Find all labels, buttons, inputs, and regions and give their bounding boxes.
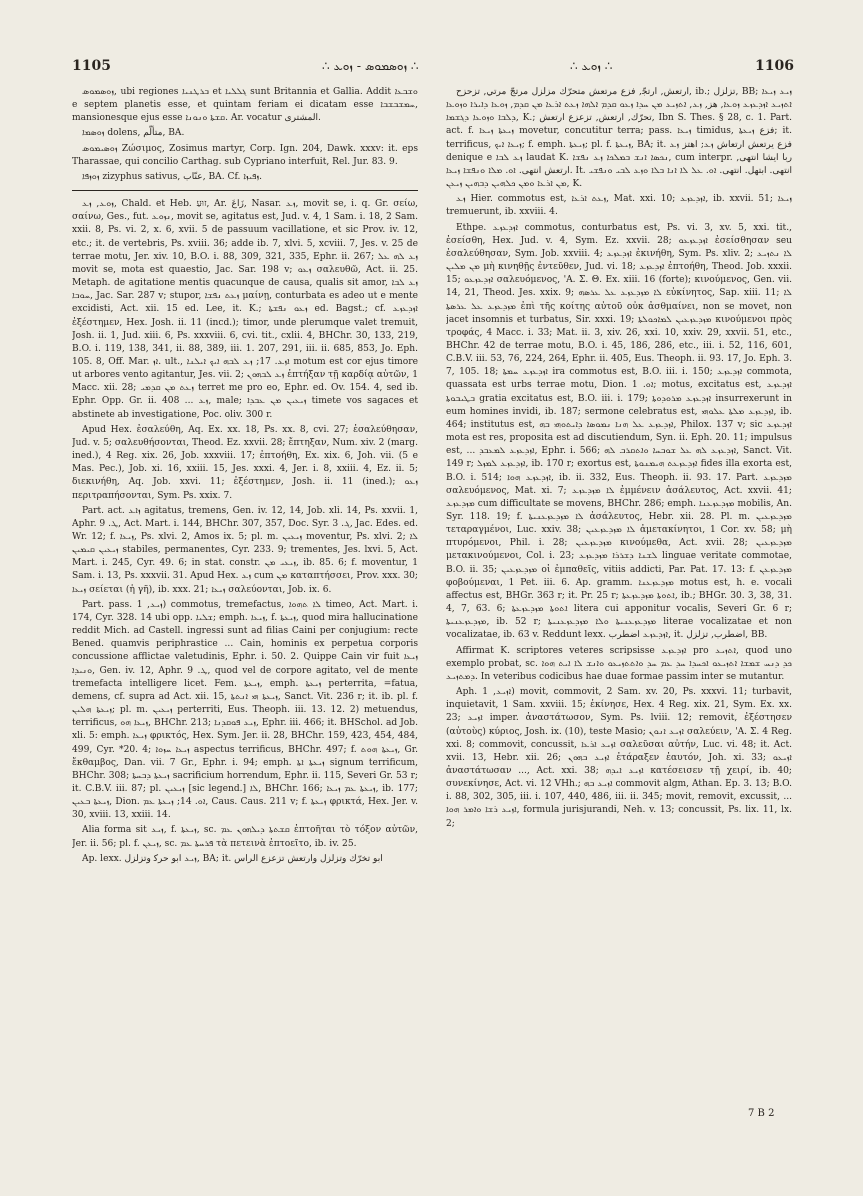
left-running-head: ∴ ܙܘܣܡܘܣ - ܙܘܥ ∴ [322,59,419,73]
page-header [72,58,794,78]
dictionary-entry-paragraph: ﺍﺭﺗﻌﺶ, ﺍﺭﺗﺠّ, ﻓﺰﻉ ﻣﺮﺗﻌﺶ ﻣﺘﺤﺮّﻙ ﻣﺰﻟﺰﻝ ﻣﺮﺗﺞّ ﻣﺮﺗﻲ, ﺗﺰﺣﺰﺡ, ib.; ﺗﺰﻟﺰﻝ, BB; ܙܝܥ ܙܝܥܐ ܐܬܙܝܥ ܐܙܕܥܙܥ ܙܘܥܐ, ﻫﺰ, ܙܥ, ܐܬܙܝܥ ܡܢ ܚܕܐ ܙܥܘ ܩܕܡ ܐܠܗܐ ܙܥܬ ܐܪܥܐ ܡܢ ܩܕܡ, ܙܘܥܐ ܕܐܝܪܐ ܘܙܘܥܐ ܕܠܒܐ ܘܙܘܥܐ ܕܓܫܡܐ, K.; ﺗﺤﺮّﻙ, ﺍﺭﺗﻌﺶ, ﺗﺰﻋﺰﻉ ﺍﺭﺗﻌﺶ, Ibn S. Thes. § 28, c. 1. Part. act. f. ܙܝܥܬܐ ܙܝܥܐ movetur, concutitur terra; pass. ܙܝܥܐ timidus, ﻓﺰﻉ ܙܝܥܬܐ; it. terrificus, ܙܝܥܐ ܐܝܟ; f. emph. ܙܝܥܬܐ; pl. f. ܙܝܥܬܐ, BA; it. ﻓﺰﻉ ﻳﺮﺗﻌﺶ ﺍﺭﺗﻌﺎﺵ ܙܥ; ﺍﻫﺘﺰ ܙܥ denique e ܙܥ ܠܒܐ laudat K. ܢܟܣܐ ܐܢܫ ܒܡܠܟܐ ܙܥ ܢܦܫܐ, cum interpr. ﺭﺑﺎ ﺍﻳﺸﺎ ﺍﻧﺘﻬﻰ, ﺍﺭﺗﻌﺶ ﺍﻧﺘﻬﻰ. ܐܘ. ܡܠܐ ܘܢܦܫܐ ܙܝܥܐ. It. ﺍﻧﺘﻬﻰ. ﺍﺑﺘﻬﻞ. ﺍﻧﺘﻬﻰ. ܐܘ. ܥܠ ܠܐ ܐܢܐ ܒܠܐ ܘܙܥ ܠܒܝ ܘܢܦܫܝ ܡܢ ܐܪܥܐ ܘܡܢ ܟܠܗܝܢ ܕܒܗܝܢ ܙܝܥܢ, K. [446,87,792,190]
dictionary-entry-paragraph: ܙܘܣܡܐ dolens, ﻣﺘﺄﻟّﻢ, BA. [82,128,185,139]
signature-mark: 7 B 2 [748,1108,775,1119]
dictionary-entry-paragraph: Ap. lexx. ܙܝܥ ﺍﺑﻮ ﺣﺮﻛ ﻭﺗﺰﻟﺰﻝ, BA; it. ﺍﺑﻮ ﺗﺨﺮّﻙ ﻭﺗﺰﻟﺰﻝ ﻭﺍﺭﺗﻌﺶ ﺗﺰﻋﺰﻉ ﺍﻟﺮﺍﺱ [82,853,383,864]
left-column [72,86,418,1166]
dictionary-entry-paragraph: Affirmat K. scriptores veteres scripsisse ܐܙܕܥܙܥ pro ܐܬܙܝܥ, quod uno exemplo probat, sc. ܟܕ ܕܢܚ ܫܡܫܐ ܐܬܙܝܥܘ ܐܟܚܕܐ ܚܕ ܥܡ ܚܕ ܘܐܬܬܙܝܥܘ ܘܐܢܫ ܠܐ ܐܝܬ ܗܘܐ ܕܡܬܙܝܥ. In veteribus codicibus hae duae formae passim inter se mutantur. [446,645,792,682]
right-running-head: ∴ ܙܘܥ ∴ [570,59,613,73]
right-page-number: 1106 [755,58,794,74]
dictionary-entry-paragraph: ܙܘܙܦܐ zizyphus sativus, ﻋﻨّﺎﺏ, BA. Cf. ܙܦܝܙܐ. [82,171,263,182]
dictionary-entry-paragraph: ܙܥ Hier. commotus est, ܙܥܬ ܐܪܥܐ, Mat. xxi. 10; ܐܙܕܥܙܥ, ib. xxvii. 51; ܙܝܥܐ tremuerunt, ib. xxviii. 4. [446,194,792,218]
dictionary-entry-paragraph: Part. act. ܙܐܥ agitatus, tremens, Gen. iv. 12, 14, Job. xli. 14, Ps. xxvii. 1, Aphr. ܛ. 9, Act. Mart. i. 144, BHChr. 307, 357, Doc. Syr. ܓ. 3, Jac. Edes. ed. Wr. 12; f. ܙܝܥܐ, Ps. xlvi. 2, Amos ix. 5; pl. m. ܙܝܥܝܢ moventur, Ps. xlvi. 2; ܠܐ ܙܝܥܝܢ ܩܝܡܝܢ stabiles, permanentes, Cyr. 233. 9; trementes, Jes. lxvi. 5, Act. Mart. i. 245, Cyr. 49. 6; in stat. constr. ܙܝܥܝ ܡܢ, ib. 85. 6; f. moventur, 1 Sam. i. 13, Ps. xxxvii. 31. Apud Hex. ܙܥ cum ܡܢ καταπτήσσει, Prov. xxx. 30; ܙܝܥܐ σείεται (ἡ γῆ), ib. xxx. 21; ܙܝܥܐ σαλεύονται, Job. ix. 6. [72,505,418,595]
dictionary-entry-paragraph: Alia forma sit ܙܝܥ, f. ܙܝܥܬܐ, sc. ܩܫܬܬܐ ܕܝܠܗܘܢ ܥܡ ἐπτοῆται τὸ τόξον αὐτῶν, Jer. ii. 56; pl. f. ܙܝܥܢ, sc. ܦܪܚܬܐ ܥܡ τὰ πετεινὰ ἐπτοεῖτο, ib. iv. 25. [72,825,418,849]
right-column [446,86,792,1166]
dictionary-entry-paragraph: Apud Hex. ἐσαλεύθη, Aq. Ex. xx. 18, Ps. xx. 8, cvi. 27; ἐσαλεύθησαν, Jud. v. 5; σαλευθήσονται, Theod. Ez. xxvii. 28; ἔπτηξαν, Num. xiv. 2 (marg. ined.), 4 Reg. xix. 26, Job. xxxviii. 17; ἐπτοήθη, Ex. xix. 6, Joh. vii. (5 e Mas. Pec.), Job. xi. 16, xxiii. 15, Jes. xxxi. 4, Jer. i. 8, xxiii. 4, Ez. ii. 5; διεκινήθη, Aq. Job. xxvi. 11; ἐξέστημεν, Josh. ii. 11 (ined.); ܙܥܘ περιτραπήσονται, Sym. Ps. xxix. 7. [72,424,418,501]
dictionary-entry-paragraph: Aph. ܐܙܝܥ, 1) movit, commovit, 2 Sam. xv. 20, Ps. xxxvi. 11; turbavit, inquietavit, 1 Sam. xxviii. 15; ἐκίνησε, Hex. 4 Reg. xix. 21, Sym. Ex. xx. 23; ܐܙܝܥ imper. ἀναστάτωσον, Sym. Ps. lviii. 12; removit, ἐξέστησεν (αὐτοὺς) κύριος, Josh. ix. (10), teste Masio; ܐܙܝܥ ܐܢܘܢ σαλεύειν, 'A. Σ. 4 Reg. xxi. 8; commovit, concussit, ܐܙܝܥ ܐܪܥܐ σαλεῦσαι αὐτήν, Luc. vi. 48; it. Act. xvii. 13, Hebr. xii. 26; ܐܙܝܥ ܒܗܘܢ ἐτάραξεν ἑαυτόν, Joh. xi. 33; ܐܙܝܥܘ ἀναστάτωσαν ..., Act. xxi. 38; ܐܙܝܥ ܐܝܕܗ κατέσεισεν τῇ χειρί, ib. 40; συνεκίνησε, Act. vi. 12 VHh.; ܐܙܝܥ ܒܗ commovit algm, Athan. Ep. 3. 13; B.O. i. 88, 302, 305, iii. i. 107, 440, 486, iii. ii. 345; movit, removit, excussit, ... ܐܙܝܥ ܪܫܐ ܘܐܡܪ ܗܘܐ, formula jurisjurandi, Neh. v. 13; concussit, Ps. lix. 11, lx. 2; [446,687,792,829]
section-divider [72,190,418,191]
dictionary-entry-paragraph: ܙܘܣܡܘܣ, ubi regiones ܒܪܛܢܝܐ et ܓܠܠܝܐ sunt Britannia et Gallia. Addit ܘܫܒܥܐ e septem planetis esse, et quintam feriam ei dicatam esse ܚܡܫܒܫܒܐ, mansionesque ejus esse ܩܫܬܐ ܘܢܘܢܐ. Ar. vocatur ﺍﻟﻤﺸﺘﺮﻯ. [72,87,418,124]
dictionary-entry-paragraph: ܙܘܣܝܡܘܣ Ζώσιμος, Zosimus martyr, Corp. Ign. 204, Dawk. xxxv: it. eps Tharassae, qui concilio Carthag. sub Cypriano interfuit, Rel. Jur. 83. 9. [72,143,418,167]
left-page-number: 1105 [72,58,111,74]
dictionary-entry-paragraph: ܙܘܥ, ܙܥ, Chald. et Heb. זוּעַ, Ar. زَاعَ, Nasar. ܙܥ, movit se, i. q. Gr. σείω, σαίνω, Ges., fut. ܢܙܘܥ, movit se, agitatus est, Jud. v. 4, 1 Sam. i. 18, 2 Sam. xxii. 8, Ps. vi. 2, x. 6, xvii. 5 de passuum vacillatione, et sic Prov. iv. 12, etc.; it. de vertebris, Ps. xviii. 36; adde ib. 7, xlvi. 5, xcviii. 7, Jes. v. 25 de terrae motu, Jer. xiv. 10, B.O. i. 88, 309, 321, 335, Ephr. ii. 267; ܙܥ ܠܗ ܥܠ movit se, mota est quaestio, Jac. Sar. 198 v; ܙܥܘ σαλευθῶ, Act. ii. 25. Metaph. de agitatione mentis quacunque de causa, qualis sit amor, ܙܥ ܠܒܐ ܚܘܒܐ, Jac. Sar. 287 v; stupor, ܙܥܬ ܢܦܫܐ μαίνῃ, conturbata es adeo ut e mente excidisti, Act. xii. 15 ed. Lee, it. K.; ܙܥܘ ܢܦܫܬܐ ed. Bagst.; cf. ܐܙܕܥܙܥ ἐξέστημεν, Hex. Josh. ii. 11 (incd.); timor, unde plerumque valet tremuit, Josh. ii. 1, Jud. xiii. 6, Ps. xxxviii. 6, cvi. tit., cxlii. 4, BHChr. 30, 133, 219, B.O. i. 119, 138, 341, ii. 88, 389, iii. 1. 207, 291, iii. ii. 685, 853, Jo. Eph. 105. 8, Off. Mar. ܐܙ. ult., ܐܙܥ. 17; ܙܥ ܠܒܗ ܐܝܟ ܐܝܠܢܐ motum est cor ejus timore ut arbores vento agitantur, Jes. vii. 2; ܙܥ ܠܒܗܘܢ ἐπτήξαν τῇ καρδίᾳ αὐτῶν, 1 Macc. xii. 28; ܙܥܬ ܡܢ ܩܕܡܝ terret me pro eo, Ephr. ed. Ov. 154. 4, sed ib. Ephr. Opp. Gr. ii. 408 ... ܙܥ, male; ܙܝܥܝܢ ܡܢ ܥܒܕܐ timete vos sagaces et abstinete ab investigatione, Poc. oliv. 300 r. [72,199,418,420]
dictionary-entry-paragraph: Part. pass. ܙܝܥ, 1) commotus, tremefactus, ܠܐ ܬܗܘܐ timeo, Act. Mart. i. 174, Cyr. 328. 14 ubi opp. ܫܠܝܐ; emph. ܙܝܥܐ, f. ܙܝܥܬܐ, quod mira hallucinatione reddit Mich. ad Castell. ingressi sunt ad filias Caini per conjugium: recte Bened. quamvis periphrastice ... Cain, hominis ex perpetua corporis concussione afflictae valetudinis, Ephr. i. 50. 2. Quippe Cain vir fuit ܙܝܥܐ ܘܢܝܕܐ, Gen. iv. 12, Aphr. ܛ. 9, quod vel de corpore agitato, vel de mente tremefacta intelligere licet. Fem. ܙܝܥܬܐ, emph. ܙܝܥܬܐ perterrita, =fatua, demens, cf. supra ad Act. xii. 15, ܙܝܥܬܐ ܗܝ ܐܢܬܬܐ, Sanct. Vit. 236 r; it. ib. pl. f. ܙܝܥܬܐ ܗܠܝܢ; pl. m. ܙܝܥܝܢ perterriti, Eus. Theoph. iii. 13. 12. 2) metuendus, terrificus, ܙܝܥܐ ܗܘ, BHChr. 213; ܙܝܥ ܦܘܩܕܢܐ, Ephr. iii. 466; it. BHSchol. ad Job. xli. 5: emph. ܙܝܥܐ φρικτός, Hex. Sym. Jer. ii. 28, BHChr. 159, 423, 454, 484, 499, Cyr. *20. 4; ܙܝܥܐ ܚܙܘܐ aspectus terrificus, BHChr. 497; f. ܙܝܥܬܐ ܗܘܬ, Gr. ἔκθαμβος, Dan. vii. 7 Gr., Ephr. i. 94; emph. ܙܝܥܬܐ ܐܬܐ signum terrificum, BHChr. 308; ܙܝܥܬܐ ܕܒܚܬܐ sacrificium horrendum, Ephr. ii. 115, Severi Gr. 53 r; it. C.B.V. iii. 87; pl. ܙܝܥܝܢ [sic legend.] ܠܐ, BHChr. 166; ܙܝܥܬܐ ܥܡ ܙܝܥܐ, ib. 177; ܙܝܥܬܐ ܒܥܝܢ, Dion. ܐܘ. 14; ܙܝܥܬܐ ܥܡ, Caus. Caus. 211 v; f. ܙܝܥܬܐ φρικτά, Hex. Jer. v. 30, xviii. 13, xxiii. 14. [72,599,418,821]
dictionary-entry-paragraph: Ethpe. ܐܙܕܥܙܥ commotus, conturbatus est, Ps. vi. 3, xv. 5, xxi. tit., ἐσείσθη, Hex. Jud. v. 4, Sym. Ez. xxvii. 28; ܐܙܕܥܙܥܘ ἐσείσθησαν seu ἐσαλεύθησαν, Sym. Job. xxviii. 4; ܐܙܕܥܙܥ ἐκινήθη, Sym. Ps. xliv. 2; ܠܐ ܢܬܙܝܥ ܡܢ ܡܠܝܢ μὴ κινηθῇς ἐντεῦθεν, Jud. vi. 18; ܐܙܕܥܙܥ ἐπτοήθη, Theod. Job. xxxii. 15; ܐܙܕܥܙܥܘ σαλευόμενος, 'A. Σ. Θ. Ex. xiii. 16 (forte); κινούμενος, Gen. vii. 14, 21, Theod. Jes. xxix. 9; ܠܐ ܡܙܕܥܙܥ ܥܠ ܥܪܣܗ εὐκίνητος, Sap. xiii. 11; ܠܐ ܡܙܕܥܙܥ ܥܠ ܥܪܣܬܐ ἐπὶ τῆς κοίτης αὐτοῦ οὐκ ἀσθμαίνει, non se movet, non jacet insomnis et turbatus, Sir. xxxi. 19; ܡܙܕܥܙܥܝܢ ܠܡܐܟܘܠܬܐ κινούμενοι πρὸς τροφάς, 4 Macc. i. 33; Mat. ii. 3, xiv. 26, xxi. 10, xxiv. 29, xxvii. 51, etc., BHChr. 42 de terrae motu, B.O. i. 45, 186, 286, etc., iii. i. 52, 116, 601, C.B.V. iii. 53, 76, 224, 264, Ephr. ii. 405, Eus. Theoph. ii. 93. 17, Jo. Eph. 3. 7, 105. 18; ܐܙܕܥܙܥ ܚܡܬܐ ira commotus est, B.O. iii. i. 150; ܐܙܕܥܙܥ commota, quassata est urbs terrae motu, Dion. ܐܘ. 1; motus, excitatus est, ܐܙܕܥܙܥ ܒܛܝܒܘܬܐ gratia excitatus est, B.O. iii. i. 179; ܐܙܕܥܙܥ ܡܪܘܕܘܬܐ insurrexerunt in eum homines invidi, ib. 187; sermone celebratus est, ܐܙܕܥܙܥ ܡܠܬܐ ܥܠܘܗܝ, ib. 464; institutus est, ܐܙܕܥܙܥ ܥܠ ܗܢܐ ܢܡܘܣܐ ܕܐܝܬܘܗܝ ܒܗ, Philox. 137 v; sic ܐܙܕܥܙܥ mota est res, proposita est ad discutiendum, Syn. ii. Eph. 20. 11; impulsus est, ... ܐܙܕܥܙܥ ܠܡܥܒܕ, Ephr. i. 566; ܐܙܕܥܙܥ ܠܗ ܥܠ ܫܘܒܚܐ ܘܐܬܩܪܒ ܠܗ, Sanct. Vit. 149 r; ܐܙܕܥܙܥ ܠܡܙܠ, ib. 170 r; exortus est, ܐܙܕܥܙܥܬ ܗܝܡܢܘܬܐ fides illa exorta est, B.O. i. 514; ܐܙܕܥܙܥ ܗܘܐ, ib. ii. 332, Eus. Theoph. ii. 93. 17. Part. ܡܙܕܥܙܥ σαλευόμενος, Mat. xi. 7; ܠܐ ܡܙܕܥܙܥ ἐμμένειν ἀσάλευτος, Act. xxvii. 41; ܡܙܕܥܙܥ cum difficultate se movens, BHChr. 286; emph. ܡܙܕܥܙܥܢܐ mobilis, An. Syr. 118. 19; f. ܠܐ ܡܙܕܥܙܥܢܝܬܐ ἀσάλευτος, Hebr. xii. 28. Pl. m. ܡܙܕܥܙܥܝܢ τεταραγμένοι, Luc. xxiv. 38; ܠܐ ܡܙܕܥܙܥܝܢ ἀμετακίνητοι, 1 Cor. xv. 58; μὴ πτυρόμενοι, Phil. i. 28; ܡܙܕܥܙܥܝܢ κινούμεθα, Act. xvii. 28; ܡܙܕܥܙܥܝܢ μετακινούμενοι, Col. i. 23; ܠܫܢܐ ܕܫܪܪܐ ܡܙܕܥܙܥ linguae veritate commotae, B.O. ii. 35; ܡܙܕܥܙܥܝܢ οἱ ἐμπαθεῖς, vitiis addicti, Par. Pat. 17. 13: f. ܡܙܕܥܙܥܢ φοβούμεναι, 1 Pet. iii. 6. Ap. gramm. ܡܙܕܥܙܥܢܐ motus est, h. e. vocali affectus est, BHGr. 363 r; it. Pr. 25 r; ܐܬܘܬܐ ܡܙܕܥܙܥܬܐ, ib.; BHGr. 30. 3, 38, 31. 4, 7, 63. 6; ܐܬܘܬܐ ܡܙܕܥܙܥܬܐ litera cui apponitur vocalis, Severi Gr. 6 r; ܡܙܕܥܙܥܢܝܬܐ, ib. 52 r; ܡܙܕܥܙܥܢܝܬܐ ܘܠܐ ܡܙܕܥܙܥܢܝܬܐ literae vocalizatae et non vocalizatae, ib. 63 v. Reddunt lexx. ܐܙܕܥܙܥ ﺍﺿﻄﺮﺏ, it. ﺍﺿﻄﺮﺏ, ﺗﺰﻟﺰﻝ, BB. [446,222,792,641]
